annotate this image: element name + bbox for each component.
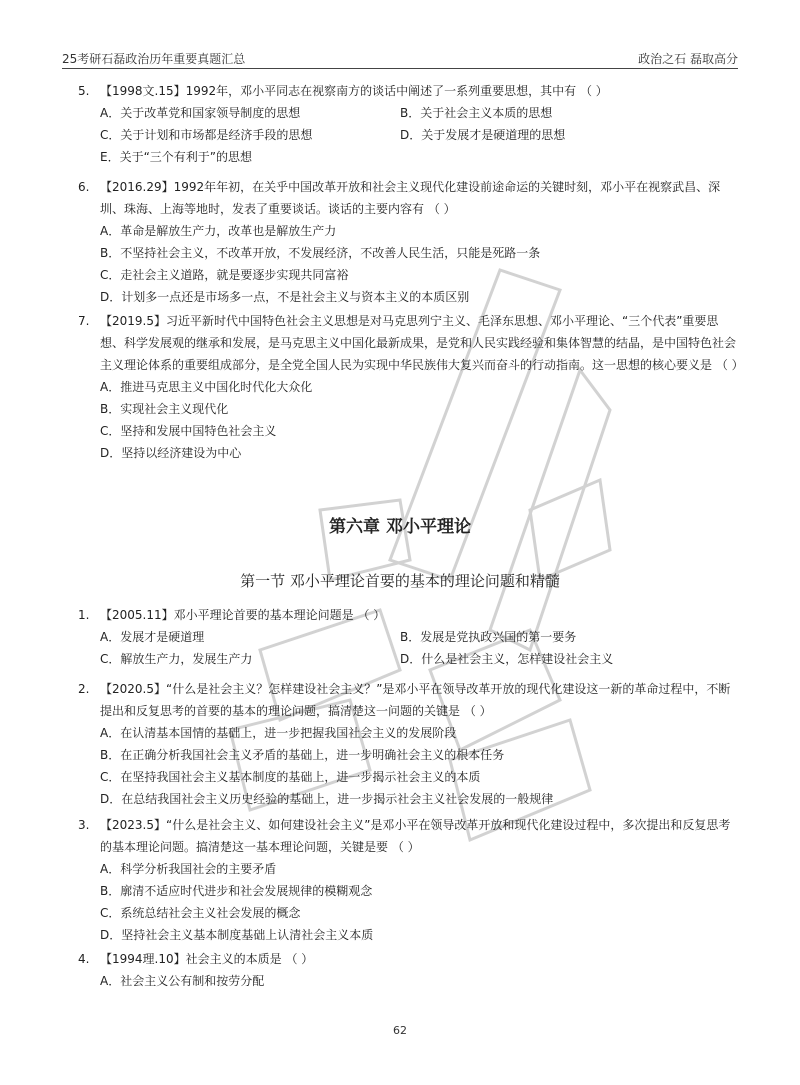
question-number: 3. [78, 818, 90, 832]
option: C．坚持和发展中国特色社会主义 [100, 424, 277, 438]
question-number: 1. [78, 608, 90, 622]
question-stem: 【1998文.15】1992年，邓小平同志在视察南方的谈话中阐述了一系列重要思想，其中有 （ ） [100, 84, 608, 98]
option: D．计划多一点还是市场多一点，不是社会主义与资本主义的本质区别 [100, 290, 470, 304]
question-number: 5. [78, 84, 90, 98]
option: C．系统总结社会主义社会发展的概念 [100, 906, 301, 920]
option: B．不坚持社会主义，不改革开放，不发展经济，不改善人民生活，只能是死路一条 [100, 246, 541, 260]
question-number: 6. [78, 180, 90, 194]
option: C．关于计划和市场都是经济手段的思想 [100, 128, 313, 142]
question-item [78, 814, 738, 946]
option: D．坚持社会主义基本制度基础上认清社会主义本质 [100, 928, 374, 942]
option: A．社会主义公有制和按劳分配 [100, 974, 265, 988]
question-item [78, 80, 738, 168]
option: D．关于发展才是硬道理的思想 [400, 128, 566, 142]
option: D．什么是社会主义，怎样建设社会主义 [400, 652, 614, 666]
question-number: 7. [78, 314, 90, 328]
option: A．革命是解放生产力，改革也是解放生产力 [100, 224, 337, 238]
option: D．坚持以经济建设为中心 [100, 446, 242, 460]
option: A．发展才是硬道理 [100, 630, 205, 644]
question-item [78, 948, 738, 992]
question-item [78, 604, 738, 670]
option: B．发展是党执政兴国的第一要务 [400, 630, 577, 644]
option: A．科学分析我国社会的主要矛盾 [100, 862, 277, 876]
question-item [78, 310, 744, 464]
question-item [78, 678, 738, 810]
question-number: 2. [78, 682, 90, 696]
option: D．在总结我国社会主义历史经验的基础上，进一步揭示社会主义社会发展的一般规律 [100, 792, 554, 806]
option: B．关于社会主义本质的思想 [400, 106, 553, 120]
option: B．廓清不适应时代进步和社会发展规律的模糊观念 [100, 884, 373, 898]
option: C．在坚持我国社会主义基本制度的基础上，进一步揭示社会主义的本质 [100, 770, 481, 784]
header-slogan: 政治之石 磊取高分 [638, 52, 738, 66]
page-number: 62 [393, 1024, 407, 1037]
section-title: 第一节 邓小平理论首要的基本的理论问题和精髓 [240, 572, 560, 590]
header-title: 25考研石磊政治历年重要真题汇总 [62, 52, 246, 66]
option: A．在认清基本国情的基础上，进一步把握我国社会主义的发展阶段 [100, 726, 457, 740]
question-stem: 【2020.5】“什么是社会主义？怎样建设社会主义？”是邓小平在领导改革开放的现代化建设这一新的革命过程中，不断提出和反复思考的首要的基本的理论问题，搞清楚这一问题的关键是 （ ） [100, 682, 731, 718]
question-number: 4. [78, 952, 90, 966]
question-item [78, 176, 738, 308]
option: A．关于改革党和国家领导制度的思想 [100, 106, 301, 120]
option: B．实现社会主义现代化 [100, 402, 229, 416]
question-stem: 【2005.11】邓小平理论首要的基本理论问题是 （ ） [100, 608, 386, 622]
question-stem: 【1994理.10】社会主义的本质是 （ ） [100, 952, 314, 966]
page-header [62, 48, 738, 69]
chapter-title: 第六章 邓小平理论 [329, 517, 471, 537]
question-stem: 【2019.5】习近平新时代中国特色社会主义思想是对马克思列宁主义、毛泽东思想、邓小平理论、“三个代表”重要思想、科学发展观的继承和发展，是马克思主义中国化最新成果，是党和人民实践经验和集体智慧的结晶，是中国特色社会主义理论体系的重要组成部分，是全党全国人民为实现中华民族伟大复兴而奋斗的行动指南。这一思想的核心要义是 （ ） [100, 314, 744, 372]
option: E．关于“三个有利于”的思想 [100, 150, 253, 164]
option: A．推进马克思主义中国化时代化大众化 [100, 380, 313, 394]
question-stem: 【2023.5】“什么是社会主义、如何建设社会主义”是邓小平在领导改革开放和现代化建设过程中，多次提出和反复思考的基本理论问题。搞清楚这一基本理论问题，关键是要 （ ） [100, 818, 731, 854]
option: B．在正确分析我国社会主义矛盾的基础上，进一步明确社会主义的根本任务 [100, 748, 505, 762]
question-stem: 【2016.29】1992年年初，在关乎中国改革开放和社会主义现代化建设前途命运的关键时刻，邓小平在视察武昌、深圳、珠海、上海等地时，发表了重要谈话。谈话的主要内容有 （ ） [100, 180, 721, 216]
option: C．走社会主义道路，就是要逐步实现共同富裕 [100, 268, 349, 282]
option: C．解放生产力，发展生产力 [100, 652, 253, 666]
